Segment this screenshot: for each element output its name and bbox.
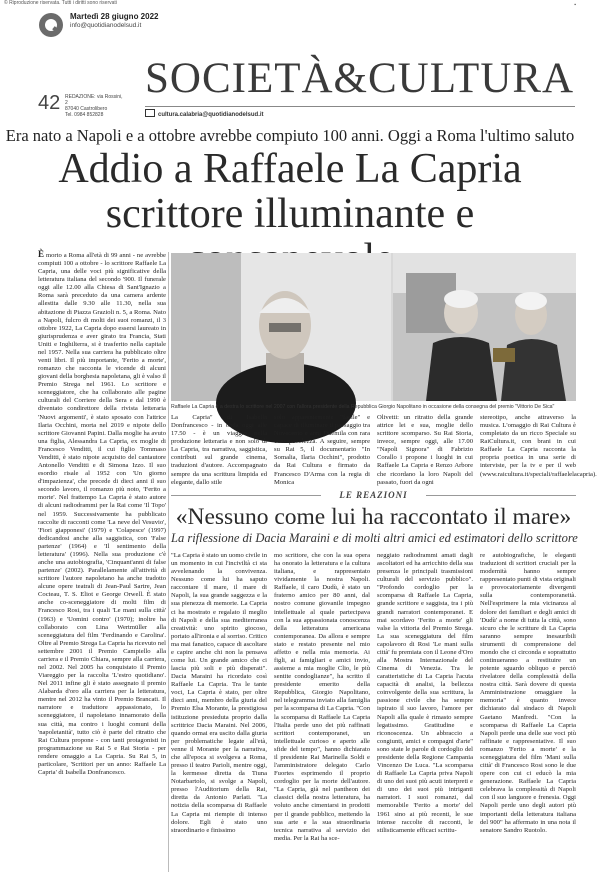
section-email-row <box>145 109 264 118</box>
article-photo <box>171 253 576 401</box>
page-corner-mark: ▪ <box>574 2 576 8</box>
article-left-column: È morto a Roma all'età di 99 anni - ne avrebbe compiuti 100 a ottobre - lo scrittore Raffaele La Capria, una delle voci più significative della letteratura italiana del secondo '900. Il funerale oggi alle 12.00 alla Chiesa di Sant'Ignazio a Roma sarà preceduto da una camera ardente allestita dalle 9.30 alle 11.30, nella sua abitazione di Piazza Grazioli n. 5, a Roma. Nato a Napoli, fulcro di molti dei suoi romanzi, il 3 ottobre 1922, La Capria dopo essersi laureato in giurisprudenza e aver girato tra Francia, Stati Uniti e Inghilterra, si è trasferito nella capitale nel 1957. Nella sua carriera ha pubblicato oltre venti libri. Il più importante, 'Ferito a morte', romanzo che racconta le vicende di alcuni giovani della borghesia napoletana, gli è valso il Premio Strega nel 1961. Lo scrittore e sceneggiatore, che ha collaborato alle pagine culturali del Corriere della Sera e dal 1990 è diventato condirettore della rivista letteraria 'Nuovi argomenti', è stato sposato con l'attrice Ilaria Occhini, morta nel 2019 e nipote dello scrittore Giovanni Papini. Dalla moglie ha avuto una figlia, Alessandra La Capria, ex moglie di Francesco Venditti, il cui figlio Tommaso Venditti, è stato nipote acquisito del cantautore Antonello Venditti e di Simona Izzo. Il suo esordio risale al 1952 con 'Un giorno d'impazienza', che precede di dieci anni il suo secondo lavoro, il romanzo più noto, 'Ferito a morte'. Nel frattempo La Capria è stato autore di alcuni radiodrammi per la Rai come 'Il Topo' nel 1959. Successivamente ha pubblicato raccolte di racconti come 'La neve del Vesuvio', 'Fiori giapponesi' (1979) e 'Colapesce' (1997) dedicandosi anche alla saggistica, con 'False partenze' (1964) e 'Il sentimento della letteratura' (1996). Nella sua produzione c'è anche una autobiografia, 'Cinquant'anni di false partenze' (2002). Parallelamente all'attività di scrittore l'autore napoletano ha anche tradotto alcune opere teatrali di Jean-Paul Sartre, Jean Cocteau, T. S. Eliot e George Orwell. È stato anche co-sceneggiatore di molti film di Francesco Rosi, tra i quali 'Le mani sulla città' (1963) e 'Uomini contro' (1970); inoltre ha collaborato con Lina Wertmüller alla sceneggiatura del film 'Ferdinando e Carolina'. Oltre al Premio Strega La Capria ha ricevuto nel settembre 2001 il Premio Campiello alla carriera e il Premio Chiara, sempre alla carriera, nel 2002. Nel 2005 ha conquistato il Premio Viareggio per la raccolta 'L'estro quotidiano'. Nel 2011 infine gli è stato assegnato il premio Alabarda d'oro alla carriera per la letteratura, mentre nel 2012 ha vinto il Premio Brancati. Il narratore e traduttore appassionato, lo sceneggiatore, il napoletano innamorato della sua città, ma contro i luoghi comuni della 'napoletanità', tutto ciò è parte del ritratto che Rai Cultura propone - con tanti protagonisti in programmazione su Rai 5 e Rai Storia - per rendere omaggio a La Capria. Su Rai 5, in particolare, 'Scrittori per un anno: Raffaele La Capria' di Isabella Donfrancesco. <box>38 249 166 776</box>
section-email[interactable]: cultura.calabria@quotidianodelsud.it <box>158 112 264 118</box>
issue-date: Martedì 28 giugno 2022 <box>70 12 159 21</box>
photo-illustration <box>171 253 576 401</box>
newspaper-logo-icon <box>38 12 64 38</box>
reactions-column-4: re autobiografiche, le eleganti traduzioni di scrittori cruciali per la modernità hanno sempre rappresentato punti di vista originali e provocatoriamente divergenti sulla contemporaneità. Nell'esprimere la mia vicinanza al dolore dei familiari e degli amici di 'Dudù' a nome di tutta la città, sono sicuro che le scritture di La Capria saranno sempre inesauribili strumenti di comprensione del mondo che ci circonda e soprattutto continueranno a restituire un potente sguardo obliquo e perciò rivelatore della complessità della nostra città. Sarà dovere di questa Amministrazione omaggiare la memoria" è quanto invece dichiarato dal sindaco di Napoli Gaetano Manfredi. "Con la scomparsa di Raffaele La Capria Napoli perde una delle sue voci più raffinate e rappresentative. Il suo romanzo 'Ferito a morte' e la sceneggiatura del film 'Mani sulla città' di Francesco Rosi sono le due opere con cui ci educò la mia generazione. Raffaele La Capria celebrava la complessità di Napoli con il suo languore e frenesia. Oggi Napoli perde uno degli autori più importanti della letteratura italiana del 900" ha affermato in una nota il senatore Sandro Ruotolo. <box>480 552 576 834</box>
website: info@quotidianodelsud.it <box>70 22 142 29</box>
photo-caption: Raffaele La Capria e a destra lo scrittore nel 2007 con l'allora presidente della Repubblica Giorgio Napolitano in occasione della consegna del premio "Vittorio De Sica" <box>171 404 555 410</box>
reactions-column-2: mo scrittore, che con la sua opera ha onorato la letteratura e la cultura italiana, e rappresentato vividamente la nostra Napoli. Raffaele, il caro Dudù, è stato un fraterno amico per 80 anni, dal nostro comune giovanile impegno intellettuale al quale partecipava con la sua appassionata conoscenza della letteratura americana contemporanea. Da allora e sempre stato e restato presente nel mio affetto e nella mia memoria. Ai figli, ai famigliari e amici invio, assieme a mia moglie Clio, le più sentite condoglianze", ha scritto il presidente emerito della Repubblica, Giorgio Napolitano, nel telegramma inviato alla famiglia per la scomparsa di La Capria. "Con la scomparsa di Raffaele La Capria l'Italia perde uno dei più raffinati scrittori contemporanei, un intellettuale curioso e aperto alle sfide del tempo", hanno dichiarato il presidente Rai Marinella Soldi e l'amministratore delegato Carlo Fuortes esprimendo il proprio cordoglio per la morte dell'autore. "La Capria, già nel pantheon dei classici della nostra letteratura, ha voluto anche cimentarsi in prodotti per il grande pubblico, mettendo la sua arte e la sua straordinaria tecnica narrativa al servizio dei media. Per la Rai ha sce- <box>274 552 370 842</box>
column-divider <box>168 252 169 872</box>
article-column-4: Olivetti: un ritratto della grande attrice lei e sua, moglie dello scrittore scomparso. Su Rai Storia, invece, sempre oggi, alle 17.00 "Napoli Signora" di Fabrizio Corallo i propone i luoghi in cui Raffaele La Capria e Renzo Arbore che ricordano la loro Napoli del passato, fuori da ogni <box>377 414 473 486</box>
reactions-kicker: La riflessione di Dacia Maraini e di molti altri amici ed estimatori dello scrittore <box>171 531 578 545</box>
mail-icon <box>145 109 155 117</box>
masthead <box>0 6 580 118</box>
rubric-rule-right <box>426 495 576 496</box>
article-kicker: Era nato a Napoli e a ottobre avrebbe compiuto 100 anni. Oggi a Roma l'ultimo saluto <box>5 126 575 145</box>
section-title: SOCIETÀ&CULTURA <box>145 55 575 102</box>
drop-cap: È <box>38 249 45 259</box>
reactions-headline: «Nessuno come lui ha raccontato il mare» <box>175 504 572 530</box>
article-headline: Addio a Raffaele La Capria scrittore illuminante e <box>58 146 522 237</box>
reactions-column-1: "La Capria è stato un uomo civile in un momento in cui l'inciviltà ci sta avvelenando la convivenza. Nessuno come lui ha saputo raccontare il mare, il mare di Napoli, la sua grande saggezza e la sua pienezza di memorie. La Capria ci ha mostrato e regalato il meglio di Napoli e della sua mediterranea creatività: uno spirito giocoso, portato all'ironia e al sorriso. Critico ma mai fanatico, capace di ascoltare e capire anche chi non la pensava come lui. Un grande amico che ci lascia più soli e più disperati". Dacia Maraini ha ricordato così Raffaele La Capria. Tra le tante voci, La Capria è stato, per oltre dieci anni, membro della giuria del Premio Elsa Morante, la prestigiosa istituzione presieduta proprio dalla scrittrice Dacia Maraini. Nel 2006, quando ormai era uscito dalla giuria per problematiche legate all'età, venne il Morante per la narrativa, che all'epoca si svolgeva a Roma, presso il teatro Parioli, mentre oggi, la kermesse diretta da Tiuna Notarbartolo, si svolge a Napoli, presso l'Auditorium della Rai, diretta da Antonio Parlati. "La notizia della scomparsa di Raffaele La Capria mi riempie di intenso dolore. Egli è stato uno straordinario e finissimo <box>171 552 267 834</box>
article-column-3: solo apparentemente "facile" e capace di illuminare il paesaggio tra Novecento e anni Duemila con rara consapevolezza. A seguire, sempre su Rai 5, il documentario "In Somalia, Ilaria Occhini", prodotto da Rai Cultura e firmato da Francesco D'Arma con la regia di Monica <box>274 414 370 486</box>
reactions-rubric: LE REAZIONI <box>339 490 408 500</box>
article-column-2: La Capria" di Isabella Donfrancesco - in onda oggi alle 17.50 - è un viaggio nella produzione letteraria e non solo di La Capria, tra narrativa, saggistica, contributi sul grande cinema, traduzioni d'autore. Accompagnato sempre da una scrittura limpida ed elegante, dallo stile <box>171 414 267 486</box>
reactions-column-3: neggiato radiodrammi amati dagli ascoltatori ed ha arricchito della sua presenza le principali trasmissioni culturali del servizio pubblico". "Profondo cordoglio per la scomparsa di Raffaele La Capria, grande scrittore e saggista, tra i più grandi narratori contemporanei. E mai scordavo 'Ferito a morte' gli valse la vittoria del Premio Strega. La sua sceneggiatura del film capolavoro di Rosi 'Le mani sulla città' fu premiata con il Leone d'Oro alla Mostra Internazionale del Cinema di Venezia. Tra le caratteristiche di La Capria l'acuta capacità di analisi, la bellezza coinvolgente della sua scrittura, la passione civile che ha sempre ispirato il suo lavoro, l'amore per Napoli alla quale è rimasto sempre legatissimo. Gratitudine e riconoscenza. Un abbraccio a congiunti, amici e compagni d'arte" sono state le parole di cordoglio del presidente della Regione Campania Vincenzo De Luca. "La scomparsa di Raffaele La Capria priva Napoli di uno dei suoi più acuti interpreti e di uno dei suoi più intriganti narratori. I suoi romanzi, dal memorabile 'Ferito a morte' del 1961 sino ai più recenti, le sue intense raccolte di racconti, le stilisticamente efficaci scrittu- <box>377 552 473 834</box>
page-number: 42 <box>38 92 61 114</box>
reproduction-note: © Riproduzione riservata. Tutti i diritti sono riservati <box>4 0 117 6</box>
redazione-address: REDAZIONE: via Rossini, 2 87040 Castrolibero Tel. 0984 852828 <box>65 94 123 118</box>
masthead-divider <box>145 106 575 107</box>
article-column-5: stereotipo, anche attraverso la musica. L'omaggio di Rai Cultura è completato da un ricco Speciale su RaiCultura.it, con brani in cui Raffaele La Capria racconta la propria poetica in una serie di interviste, per la tv e per il web (www.raicultura.it/speciali/raffaelelacapria). <box>480 414 597 478</box>
